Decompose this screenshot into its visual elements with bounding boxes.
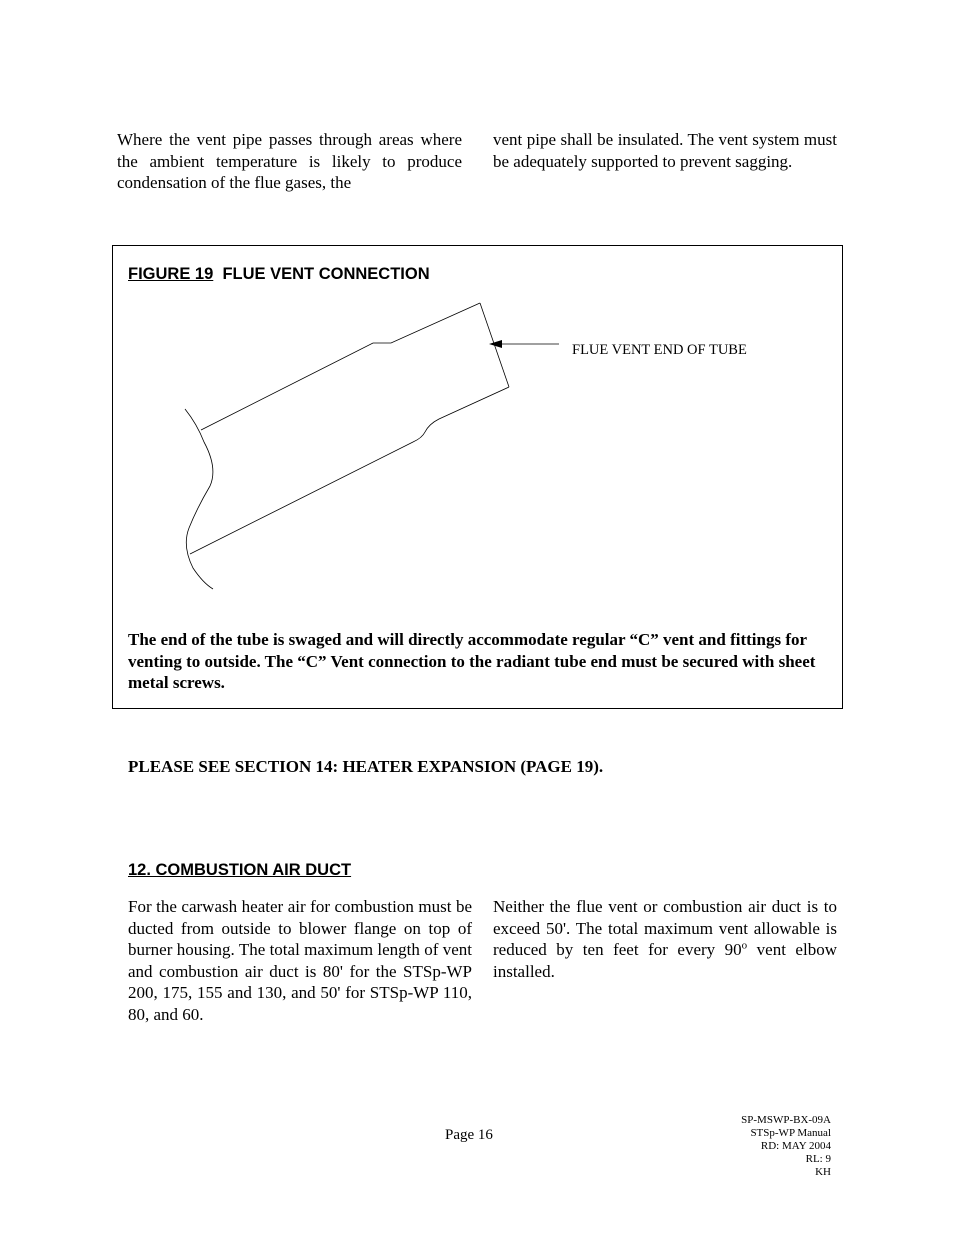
- see-section-note: PLEASE SEE SECTION 14: HEATER EXPANSION (PAGE 19).: [128, 757, 604, 776]
- figure-caption: The end of the tube is swaged and will directly accommodate regular “C” vent and fittings for venting to outside. The “C” Vent connection to the radiant tube end must be secured with sheet metal screws.: [128, 630, 816, 692]
- tube-top-edge: [201, 303, 480, 430]
- figure-title: [128, 265, 430, 284]
- doc-code: SP-MSWP-BX-09A: [741, 1114, 831, 1126]
- document-reference: [680, 1114, 831, 1179]
- page-number: Page 16: [445, 1127, 493, 1143]
- figure-title-text: FLUE VENT CONNECTION: [222, 265, 430, 283]
- combustion-air-right-paragraph: [493, 896, 837, 982]
- figure-number: FIGURE 19: [128, 265, 214, 283]
- tube-break-line: [185, 409, 213, 589]
- tube-bottom-edge: [190, 387, 509, 554]
- section-heading: 12. COMBUSTION AIR DUCT: [128, 861, 352, 879]
- right-text-main: Neither the flue vent or combustion air duct is to exceed 50'. The total maximum vent allowable is reduced by ten feet for every 90: [493, 897, 837, 959]
- revision-level: RL: 9: [805, 1153, 831, 1165]
- right-text-tail: vent elbow installed.: [493, 940, 837, 981]
- revision-date: RD: MAY 2004: [760, 1140, 831, 1152]
- author-initials: KH: [815, 1166, 831, 1178]
- manual-name: STSp-WP Manual: [750, 1127, 831, 1139]
- combustion-air-left-paragraph: For the carwash heater air for combustion must be ducted from outside to blower flange on top of burner housing. The total maximum length of vent and combustion air duct is 80' for the STSp-WP 200, 175, 155 and 130, and 50' for STSp-WP 110, 80, and 60.: [128, 897, 472, 1024]
- callout-label: FLUE VENT END OF TUBE: [572, 342, 747, 358]
- figure-box: [112, 245, 843, 709]
- degree-superscript: o: [741, 939, 748, 952]
- intro-right-paragraph: vent pipe shall be insulated. The vent system must be adequately supported to prevent sagging.: [493, 130, 837, 171]
- intro-left-paragraph: Where the vent pipe passes through areas where the ambient temperature is likely to produce condensation of the flue gases, the: [117, 130, 462, 192]
